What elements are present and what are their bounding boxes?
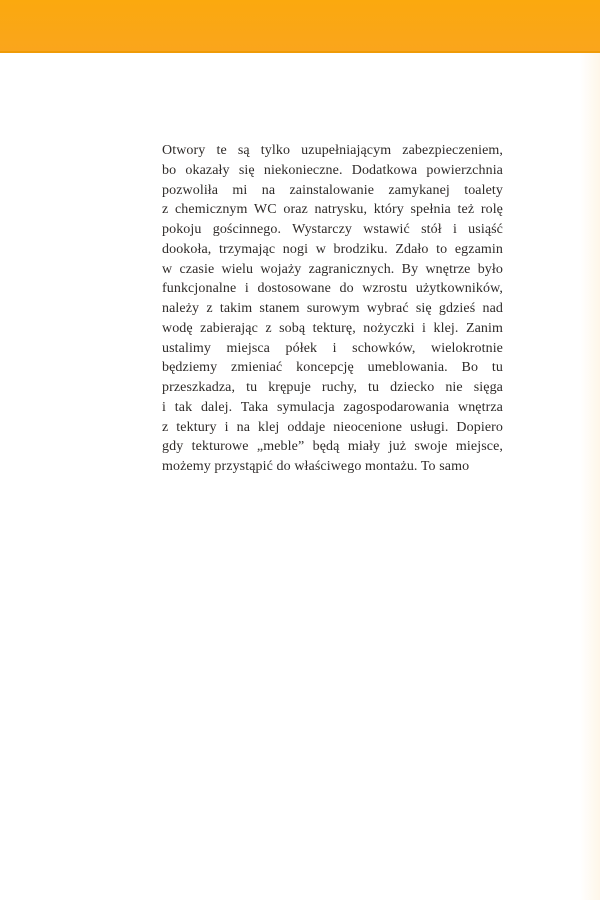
- paragraph-line: i tak dalej. Taka symulacja zagospodarowania wnętrza: [162, 399, 503, 415]
- paragraph-line: z chemicznym WC oraz natrysku, który spełnia też rolę: [162, 202, 503, 218]
- paragraph-line: pozwoliła mi na zainstalowanie zamykanej toalety: [162, 182, 503, 198]
- paragraph-line: funkcjonalne i dostosowane do wzrostu użytkowników,: [162, 281, 503, 297]
- paragraph-line: pokoju gościnnego. Wystarczy wstawić stół i usiąść: [162, 222, 503, 237]
- paragraph-line: z tektury i na klej oddaje nieocenione usługi. Dopiero: [162, 419, 503, 435]
- paragraph-line: wodę zabierając z sobą tekturę, nożyczki i klej. Zanim: [162, 320, 503, 336]
- paragraph-line: możemy przystąpić do właściwego montażu. To samo: [162, 459, 470, 474]
- page-edge-scan-tint: [580, 53, 600, 900]
- orange-header-band: [0, 0, 600, 53]
- paragraph-line: gdy tekturowe „meble” będą miały już swoje miejsce,: [162, 439, 503, 455]
- paragraph-line: będziemy zmieniać koncepcję umeblowania. Bo tu: [162, 360, 503, 376]
- paragraph-line: należy z takim stanem surowym wybrać się gdzieś nad: [162, 301, 503, 316]
- paragraph-line: bo okazały się niekonieczne. Dodatkowa powierzchnia: [162, 162, 503, 178]
- paragraph-line: ustalimy miejsca półek i schowków, wielokrotnie: [162, 340, 503, 356]
- body-paragraph: [162, 141, 503, 477]
- paragraph-line: przeszkadza, tu krępuje ruchy, tu dziecko nie sięga: [162, 380, 503, 395]
- paragraph-line: Otwory te są tylko uzupełniającym zabezpieczeniem,: [162, 143, 503, 158]
- paragraph-line: w czasie wielu wojaży zagranicznych. By wnętrze było: [162, 261, 503, 277]
- paragraph-line: dookoła, trzymając nogi w brodziku. Zdało to egzamin: [162, 241, 503, 257]
